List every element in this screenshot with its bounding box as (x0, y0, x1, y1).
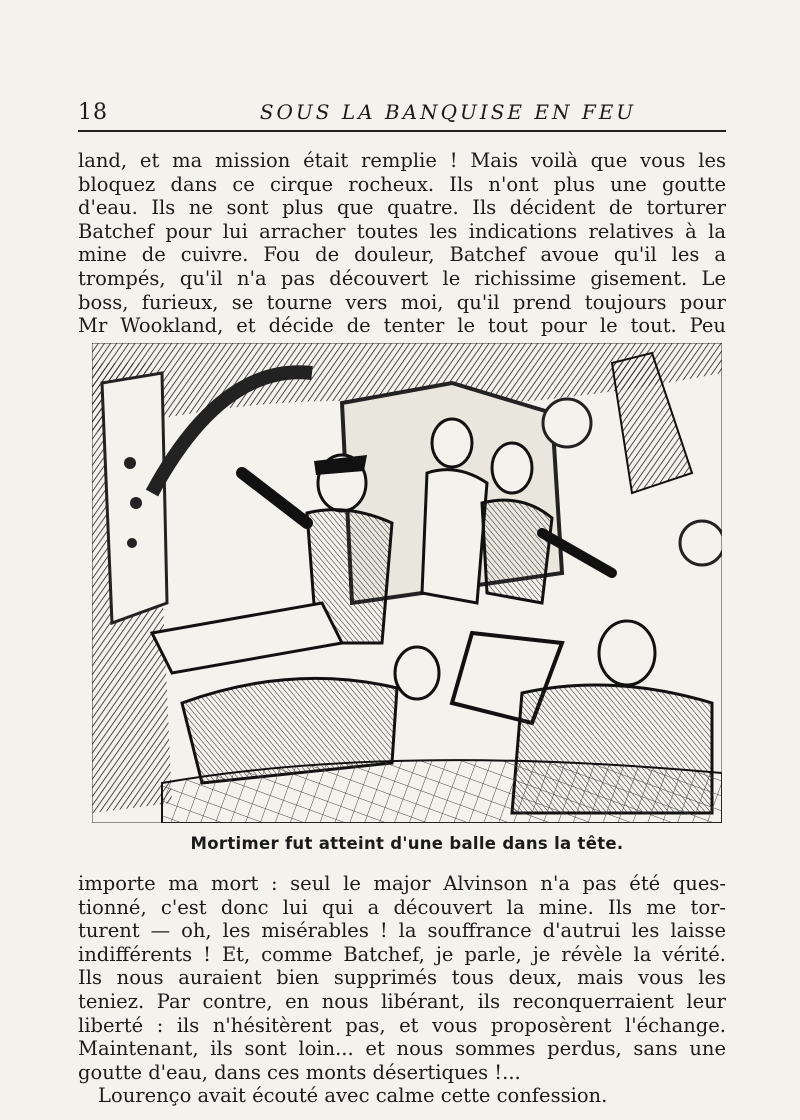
paragraph-top (78, 149, 726, 338)
paragraph-bottom (78, 872, 726, 1108)
text-line: mine de cuivre. Fou de douleur, Batchef avoue qu'il les a (78, 243, 726, 267)
text-line: Maintenant, ils sont loin... et nous sommes perdus, sans une (78, 1037, 726, 1061)
text-line: goutte d'eau, dans ces monts désertiques !... (78, 1060, 521, 1084)
text-line: Ils nous auraient bien supprimés tous deux, mais vous les (78, 966, 726, 990)
text-line: land, et ma mission était remplie ! Mais voilà que vous les (78, 149, 726, 172)
text-line: Mr Wookland, et décide de tenter le tout pour le tout. Peu (78, 314, 726, 338)
text-line: d'eau. Ils ne sont plus que quatre. Ils décident de torturer (78, 196, 726, 220)
text-line: turent — oh, les misérables ! la souffrance d'autrui les laisse (78, 919, 726, 943)
text-line: trompés, qu'il n'a pas découvert le richissime gisement. Le (78, 266, 726, 290)
lamp-icon (680, 521, 722, 565)
text-line: liberté : ils n'hésitèrent pas, et vous proposèrent l'échange. (78, 1013, 726, 1037)
dial-icon (130, 497, 142, 509)
text-line: importe ma mort : seul le major Alvinson n'a pas été ques- (78, 872, 726, 895)
illustration (92, 343, 722, 823)
running-title: SOUS LA BANQUISE EN FEU (259, 100, 637, 124)
text-line: teniez. Par contre, en nous libérant, ils reconquerraient leur (78, 989, 726, 1013)
text-line: tionné, c'est donc lui qui a découvert la mine. Ils me tor- (78, 895, 726, 919)
final-paragraph: Lourenço avait écouté avec calme cette confession. (98, 1084, 608, 1108)
clock-icon (543, 399, 591, 447)
page-header (78, 96, 726, 132)
dial-icon (124, 457, 136, 469)
text-line: boss, furieux, se tourne vers moi, qu'il prend toujours pour (78, 290, 726, 314)
illustration-caption: Mortimer fut atteint d'une balle dans la tête. (190, 834, 624, 853)
text-line: indifférents ! Et, comme Batchef, je parle, je révèle la vérité. (78, 942, 726, 966)
dial-icon (127, 538, 137, 548)
text-line: Batchef pour lui arracher toutes les indications relatives à la (78, 219, 726, 243)
text-line: bloquez dans ce cirque rocheux. Ils n'ont plus une goutte (78, 172, 726, 196)
page-number: 18 (78, 100, 108, 125)
